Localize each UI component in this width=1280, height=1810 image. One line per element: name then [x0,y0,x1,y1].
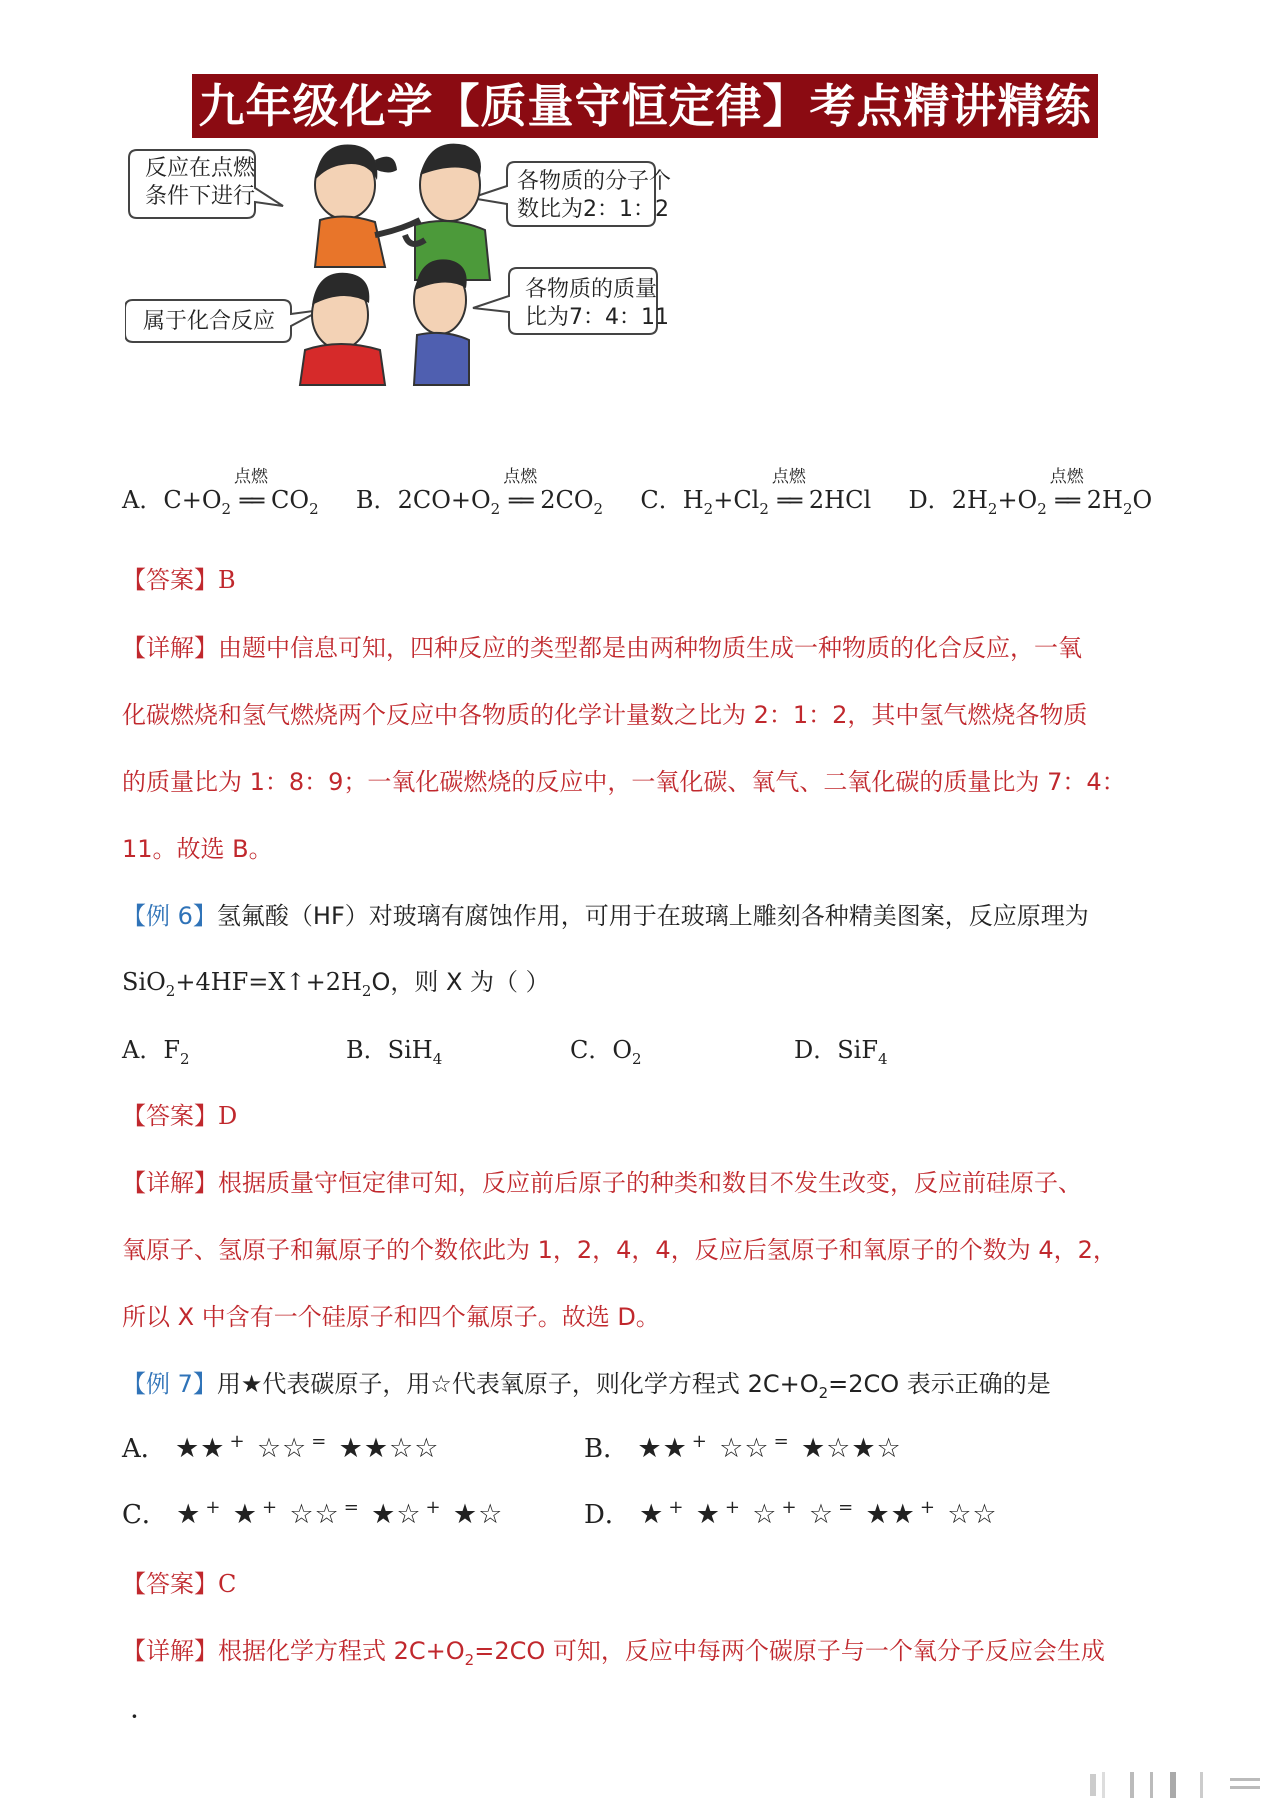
question-text: 氢氟酸（HF）对玻璃有腐蚀作用，可用于在玻璃上雕刻各种精美图案，反应原理为 [216,902,1089,930]
detail-tag: 【详解】 [122,634,218,662]
plus-sign: + [668,1497,684,1519]
subscript: 2 [490,499,501,518]
condition-text: 点燃 [1049,467,1084,487]
reaction-condition: 点燃 ══ [1047,486,1087,514]
q7-option-a [122,1428,439,1465]
subscript: 2 [759,499,769,518]
speech-bubble-2 [471,162,671,226]
answer-7 [122,1564,236,1599]
star-group: ★★ [637,1433,688,1464]
bubble3-line1: 属于化合反应 [143,309,276,334]
subscript: 2 [818,1383,829,1402]
subscript: 2 [165,981,176,1000]
plus-sign: + [261,1497,278,1519]
subscript: 4 [878,1049,888,1068]
formula-part: O，则 X 为（ ） [371,968,550,996]
star-group: ☆☆ [947,1499,998,1530]
q5-option-a-label: A． [122,486,164,514]
bubble2-line2: 数比为2：1：2 [517,197,669,222]
q5-options-row [122,467,1153,518]
bubble4-line2: 比为7：4：11 [525,305,669,330]
option-text: A．F [122,1036,180,1064]
bubble1-line1: 反应在点燃 [145,156,256,181]
plus-sign: + [691,1431,707,1453]
speech-bubble-4 [473,268,669,334]
answer-tag: 【答案】 [122,1570,218,1598]
question-text: 用★代表碳原子，用☆代表氧原子，则化学方程式 2C+O [216,1370,819,1398]
q5-option-a-left: C+O [163,486,222,514]
boy-red-character [300,273,385,385]
condition-text: 点燃 [234,467,269,487]
bubble1-line2: 条件下进行 [145,184,256,209]
detail-7-line-1 [122,1631,1105,1669]
question-6-line-1 [122,896,1089,931]
subscript: 2 [309,499,319,518]
question-7-line-1 [122,1364,1051,1402]
answer-value: D [218,1102,238,1130]
subscript: 2 [703,499,714,518]
q5-option-c-mid: +Cl [713,486,760,514]
girl-character [315,144,420,267]
condition-text: 点燃 [503,467,538,487]
question-tag: 【例 7】 [122,1370,217,1398]
subscript: 2 [632,1049,642,1068]
q7-option-c [122,1494,503,1531]
q6-option-b [346,1030,442,1068]
star-group: ★★ [865,1499,916,1530]
q5-option-d-label: D． [908,486,952,514]
condition-text: 点燃 [771,467,806,487]
star-group: ★ [639,1499,665,1530]
plus-sign: + [781,1497,797,1519]
plus-sign: + [724,1497,741,1519]
answer-tag: 【答案】 [122,1102,218,1130]
bubble2-line1: 各物质的分子个 [517,169,672,194]
q5-option-b-label: B． [355,486,398,514]
reaction-condition: 点燃 ══ [231,486,271,514]
detail-tag: 【详解】 [122,1169,218,1197]
subscript: 4 [432,1049,443,1068]
star-group: ★☆ [371,1499,422,1530]
plus-sign: + [425,1497,441,1519]
star-group: ☆☆ [719,1433,770,1464]
boy-blue-character [414,259,469,385]
q6-option-a [122,1030,190,1068]
subscript: 2 [987,499,998,518]
detail-6-line-3: 所以 X 中含有一个硅原子和四个氟原子。故选 D。 [122,1303,660,1331]
boy-green-character [405,144,490,280]
detail-text: 根据质量守恒定律可知，反应前后原子的种类和数目不发生改变，反应前硅原子、 [218,1169,1082,1197]
star-group: ★ [695,1499,721,1530]
detail-5-line-2: 化碳燃烧和氢气燃烧两个反应中各物质的化学计量数之比为 2：1：2，其中氢气燃烧各物质 [122,701,1088,729]
q5-option-d-right2: O [1132,486,1153,514]
option-text: C．O [570,1036,633,1064]
barcode-mark-icon [1090,1770,1265,1800]
detail-text: 根据化学方程式 2C+O [218,1637,465,1665]
speech-bubble-3 [125,300,321,342]
q7-option-d [584,1494,998,1531]
subscript: 2 [593,499,604,518]
question-tag: 【例 6】 [122,902,217,930]
subscript: 2 [1122,499,1133,518]
plus-sign: + [205,1497,221,1519]
question-text: =2CO 表示正确的是 [828,1370,1051,1398]
star-group: ☆ [752,1499,778,1530]
subscript: 2 [1037,499,1047,518]
equal-sign: = [311,1431,327,1453]
q5-option-c-right: 2HCl [808,486,872,514]
detail-6-line-1 [122,1163,1082,1198]
star-group: ★☆★☆ [800,1433,902,1464]
subscript: 2 [464,1650,475,1669]
star-group: ★★ [175,1433,226,1464]
subscript: 2 [361,981,372,1000]
bubble4-line1: 各物质的质量 [525,277,658,302]
reaction-condition: 点燃 ══ [769,486,809,514]
q5-option-d-mid: +O [997,486,1038,514]
star-group: ★☆ [452,1499,504,1530]
option-text: D．SiF [794,1036,879,1064]
plus-sign: + [919,1497,935,1519]
answer-value: C [218,1570,237,1598]
q5-option-b-left: 2CO+O [397,486,491,514]
formula-part: SiO [122,968,166,996]
answer-6 [122,1096,237,1131]
option-label: D． [584,1500,631,1530]
q6-option-d [794,1030,888,1068]
detail-tag: 【详解】 [122,1637,218,1665]
star-group: ☆☆ [256,1433,308,1464]
q7-option-b [584,1428,902,1465]
q5-option-d-left: 2H [951,486,988,514]
q5-option-c-label: C． [640,486,683,514]
star-group: ☆ [808,1499,835,1530]
subscript: 2 [179,1049,190,1068]
option-label: B． [584,1434,630,1464]
q5-option-d-right: 2H [1086,486,1123,514]
page-title: 九年级化学【质量守恒定律】考点精讲精练 [192,74,1098,138]
star-group: ★★☆☆ [338,1433,440,1464]
star-group: ★ [176,1499,202,1530]
equal-sign: = [773,1431,789,1453]
answer-5 [122,560,236,595]
plus-sign: + [229,1431,245,1453]
q6-option-c [570,1030,642,1068]
answer-value: B [218,566,236,594]
formula-part: +4HF=X↑+2H [175,968,362,996]
cartoon-illustration [125,140,790,440]
equal-sign: = [838,1497,854,1519]
q5-option-c-left: H [682,486,704,514]
star-group: ☆☆ [289,1499,340,1530]
q5-option-a-right: CO [271,486,310,514]
option-label: A． [122,1434,167,1464]
option-label: C． [122,1500,168,1530]
detail-5-line-1 [122,628,1082,663]
q5-option-b-right: 2CO [540,486,594,514]
star-group: ★ [232,1499,258,1530]
speech-bubble-1 [129,150,283,218]
question-6-line-2 [122,962,550,1000]
reaction-condition: 点燃 ══ [500,486,540,514]
footer-dot: · [130,1700,139,1733]
detail-5-line-3: 的质量比为 1：8：9；一氧化碳燃烧的反应中，一氧化碳、氧气、二氧化碳的质量比为 7：4： [122,768,1126,796]
detail-5-line-4: 11。故选 B。 [122,835,273,863]
detail-text: 由题中信息可知，四种反应的类型都是由两种物质生成一种物质的化合反应，一氧 [218,634,1082,662]
detail-text: =2CO 可知，反应中每两个碳原子与一个氧分子反应会生成 [474,1637,1105,1665]
option-text: B．SiH [346,1036,433,1064]
subscript: 2 [221,499,232,518]
detail-6-line-2: 氧原子、氢原子和氟原子的个数依此为 1，2，4，4，反应后氢原子和氧原子的个数为 4，2， [122,1236,1117,1264]
equal-sign: = [343,1497,359,1519]
answer-tag: 【答案】 [122,566,218,594]
